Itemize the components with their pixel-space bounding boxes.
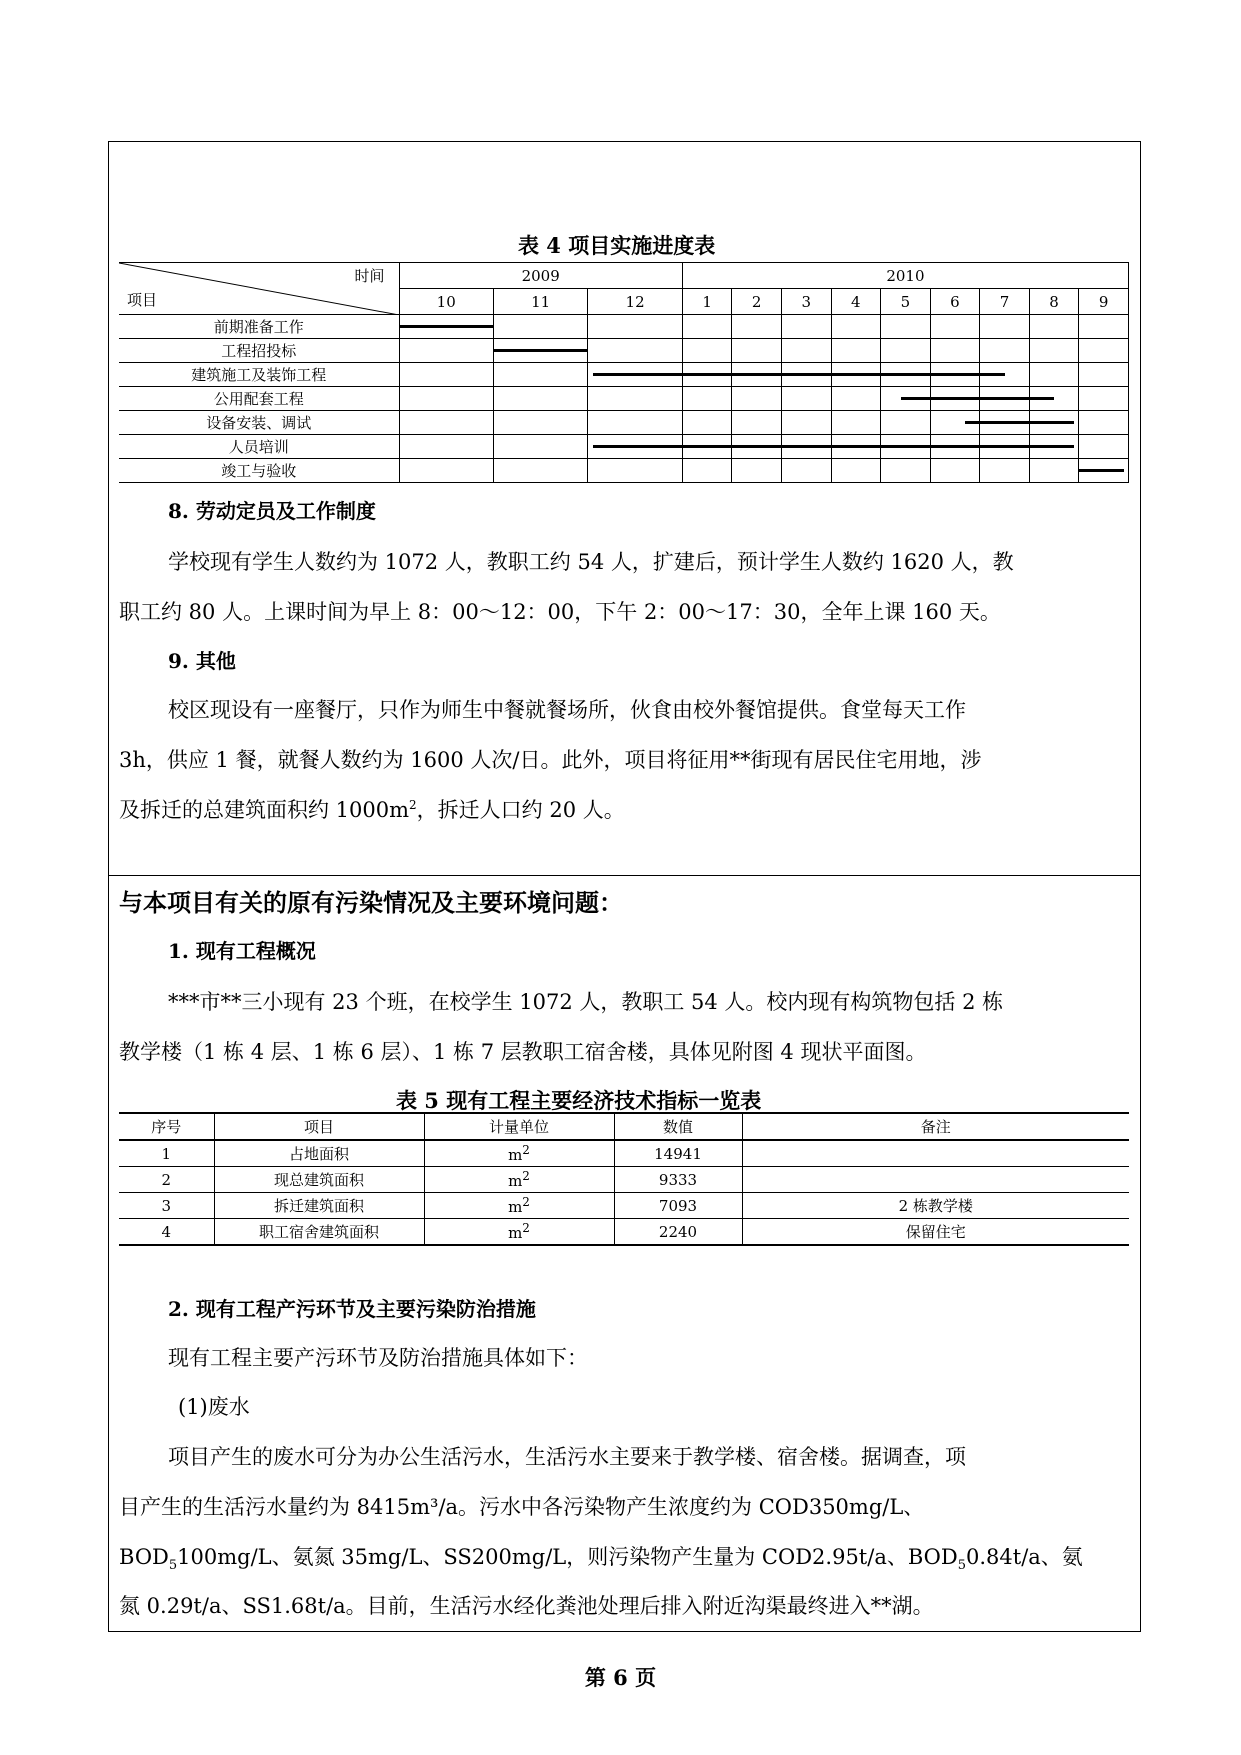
schedule-cell xyxy=(781,411,831,435)
schedule-cell xyxy=(732,411,782,435)
schedule-cell xyxy=(831,411,881,435)
table-cell: 占地面积 xyxy=(214,1140,424,1167)
schedule-cell xyxy=(781,339,831,363)
column-header: 计量单位 xyxy=(424,1113,614,1140)
month-header: 5 xyxy=(881,289,931,315)
indicators-table xyxy=(119,1112,1129,1246)
year-2009: 2009 xyxy=(399,263,682,289)
schedule-cell xyxy=(881,339,931,363)
schedule-cell xyxy=(881,315,931,339)
month-header: 4 xyxy=(831,289,881,315)
schedule-cell xyxy=(732,459,782,483)
schedule-cell xyxy=(732,315,782,339)
schedule-bar xyxy=(901,397,1054,400)
table-cell: 拆迁建筑面积 xyxy=(214,1193,424,1219)
schedule-cell xyxy=(831,339,881,363)
table-cell xyxy=(742,1140,1129,1167)
schedule-cell xyxy=(682,387,732,411)
schedule-cell xyxy=(588,411,682,435)
table-row xyxy=(119,1167,1129,1193)
s2-sub1: (1)废水 xyxy=(178,1395,250,1419)
schedule-cell xyxy=(930,459,980,483)
table-cell: 14941 xyxy=(614,1140,742,1167)
table5-caption: 表 5 现有工程主要经济技术指标一览表 xyxy=(396,1088,762,1113)
table-row xyxy=(119,1140,1129,1167)
schedule-cell xyxy=(930,315,980,339)
schedule-cell xyxy=(399,411,493,435)
schedule-cell xyxy=(831,315,881,339)
schedule-cell xyxy=(588,459,682,483)
table-cell: 1 xyxy=(119,1140,214,1167)
s1-heading: 1. 现有工程概况 xyxy=(168,939,316,963)
schedule-cell xyxy=(732,339,782,363)
table-cell: 7093 xyxy=(614,1193,742,1219)
schedule-cell xyxy=(1079,435,1129,459)
schedule-cell xyxy=(930,339,980,363)
month-header: 6 xyxy=(930,289,980,315)
schedule-cell xyxy=(831,387,881,411)
section9-para3: 及拆迁的总建筑面积约 $1000m^2$，拆迁人口约 20 人。 xyxy=(119,798,625,822)
s2-para1: 项目产生的废水可分为办公生活污水，生活污水主要来于教学楼、宿舍楼。据调查，项 xyxy=(168,1445,966,1469)
s2-para3: $BOD_5100mg/L$、氨氮 35mg/L、SS200mg/L，则污染物产生量为 COD2.95t/a、$BOD_50.84t/a$、氨 xyxy=(119,1545,1083,1574)
task-label: 工程招投标 xyxy=(119,339,399,363)
task-label: 前期准备工作 xyxy=(119,315,399,339)
schedule-cell xyxy=(1079,339,1129,363)
s2-heading: 2. 现有工程产污环节及主要污染防治措施 xyxy=(168,1297,536,1321)
table4-corner-cell xyxy=(119,263,399,315)
schedule-cell xyxy=(980,339,1030,363)
task-label: 人员培训 xyxy=(119,435,399,459)
page-number: 第 6 页 xyxy=(584,1665,657,1690)
table-cell: 保留住宅 xyxy=(742,1219,1129,1246)
table4-caption: 表 4 项目实施进度表 xyxy=(518,233,716,258)
month-header: 2 xyxy=(732,289,782,315)
schedule-cell xyxy=(493,435,587,459)
month-header: 12 xyxy=(588,289,682,315)
schedule-cell xyxy=(399,435,493,459)
year-2010: 2010 xyxy=(682,263,1128,289)
s1-para2: 教学楼（1 栋 4 层、1 栋 6 层）、1 栋 7 层教职工宿舍楼，具体见附图 4 现状平面图。 xyxy=(119,1040,927,1064)
task-label: 竣工与验收 xyxy=(119,459,399,483)
schedule-bar xyxy=(593,373,1005,376)
schedule-bar xyxy=(493,349,588,352)
schedule-cell xyxy=(399,363,493,387)
schedule-cell xyxy=(682,315,732,339)
schedule-cell xyxy=(732,387,782,411)
schedule-cell xyxy=(493,387,587,411)
task-label: 设备安装、调试 xyxy=(119,411,399,435)
table-row xyxy=(119,339,1129,363)
header-item: 项目 xyxy=(127,291,158,309)
schedule-cell xyxy=(1029,315,1079,339)
section-divider xyxy=(108,875,1141,876)
schedule-bar xyxy=(399,325,493,328)
table-row xyxy=(119,1193,1129,1219)
schedule-cell xyxy=(1079,315,1129,339)
s2-para2: 目产生的生活污水量约为 8415m³/a。污水中各污染物产生浓度约为 COD350mg/L、 xyxy=(119,1495,925,1519)
column-header: 项目 xyxy=(214,1113,424,1140)
table-row xyxy=(119,315,1129,339)
month-header: 8 xyxy=(1029,289,1079,315)
schedule-cell xyxy=(1029,363,1079,387)
schedule-cell xyxy=(1079,387,1129,411)
schedule-cell xyxy=(682,459,732,483)
month-header: 3 xyxy=(781,289,831,315)
table-cell xyxy=(742,1167,1129,1193)
table-cell: 3 xyxy=(119,1193,214,1219)
schedule-cell xyxy=(682,339,732,363)
table-cell: 现总建筑面积 xyxy=(214,1167,424,1193)
section9-para2: 3h，供应 1 餐，就餐人数约为 1600 人次/日。此外，项目将征用**街现有居民住宅用地，涉 xyxy=(119,748,982,772)
table-cell: $m^2$ xyxy=(424,1167,614,1193)
schedule-cell xyxy=(1079,411,1129,435)
column-header: 数值 xyxy=(614,1113,742,1140)
schedule-bar xyxy=(965,421,1074,424)
table-cell: $m^2$ xyxy=(424,1219,614,1246)
section8-para2: 职工约 80 人。上课时间为早上 8：00～12：00，下午 2：00～17：30，全年上课 160 天。 xyxy=(119,600,1001,624)
column-header: 备注 xyxy=(742,1113,1129,1140)
schedule-cell xyxy=(881,459,931,483)
table-cell: 9333 xyxy=(614,1167,742,1193)
section8-heading: 8. 劳动定员及工作制度 xyxy=(168,499,376,523)
schedule-cell xyxy=(399,387,493,411)
s1-para1: ***市**三小现有 23 个班，在校学生 1072 人，教职工 54 人。校内现有构筑物包括 2 栋 xyxy=(168,990,1004,1014)
s2-para4: 氮 0.29t/a、SS1.68t/a。目前，生活污水经化粪池处理后排入附近沟渠最终进入**湖。 xyxy=(119,1594,934,1618)
schedule-cell xyxy=(1029,339,1079,363)
month-header: 11 xyxy=(493,289,587,315)
month-header: 1 xyxy=(682,289,732,315)
s2-intro: 现有工程主要产污环节及防治措施具体如下： xyxy=(168,1346,588,1370)
header-time: 时间 xyxy=(354,267,385,285)
schedule-bar xyxy=(593,445,1074,448)
table-cell: 职工宿舍建筑面积 xyxy=(214,1219,424,1246)
schedule-cell xyxy=(980,459,1030,483)
schedule-cell xyxy=(493,411,587,435)
schedule-cell xyxy=(1029,459,1079,483)
task-label: 建筑施工及装饰工程 xyxy=(119,363,399,387)
table-cell: 4 xyxy=(119,1219,214,1246)
schedule-cell xyxy=(781,387,831,411)
table-cell: 2240 xyxy=(614,1219,742,1246)
schedule-bar xyxy=(1079,469,1124,472)
section-title: 与本项目有关的原有污染情况及主要环境问题： xyxy=(119,888,623,917)
month-header: 10 xyxy=(399,289,493,315)
schedule-cell xyxy=(588,387,682,411)
section8-para1: 学校现有学生人数约为 1072 人，教职工约 54 人，扩建后，预计学生人数约 1620 人，教 xyxy=(168,550,1014,574)
schedule-cell xyxy=(831,459,881,483)
column-header: 序号 xyxy=(119,1113,214,1140)
table-row xyxy=(119,1219,1129,1246)
section9-heading: 9. 其他 xyxy=(168,649,236,673)
schedule-cell xyxy=(493,315,587,339)
month-header: 9 xyxy=(1079,289,1129,315)
schedule-cell xyxy=(980,315,1030,339)
schedule-cell xyxy=(493,459,587,483)
table-row xyxy=(119,459,1129,483)
task-label: 公用配套工程 xyxy=(119,387,399,411)
schedule-cell xyxy=(588,339,682,363)
table-cell: 2 xyxy=(119,1167,214,1193)
table-cell: $m^2$ xyxy=(424,1193,614,1219)
section9-para1: 校区现设有一座餐厅，只作为师生中餐就餐场所，伙食由校外餐馆提供。食堂每天工作 xyxy=(168,698,966,722)
schedule-cell xyxy=(781,315,831,339)
schedule-cell xyxy=(588,315,682,339)
schedule-cell xyxy=(682,411,732,435)
schedule-cell xyxy=(881,411,931,435)
schedule-cell xyxy=(781,459,831,483)
schedule-cell xyxy=(399,459,493,483)
schedule-cell xyxy=(493,363,587,387)
month-header: 7 xyxy=(980,289,1030,315)
schedule-cell xyxy=(1079,363,1129,387)
schedule-cell xyxy=(399,339,493,363)
table-cell: $m^2$ xyxy=(424,1140,614,1167)
table-cell: 2 栋教学楼 xyxy=(742,1193,1129,1219)
